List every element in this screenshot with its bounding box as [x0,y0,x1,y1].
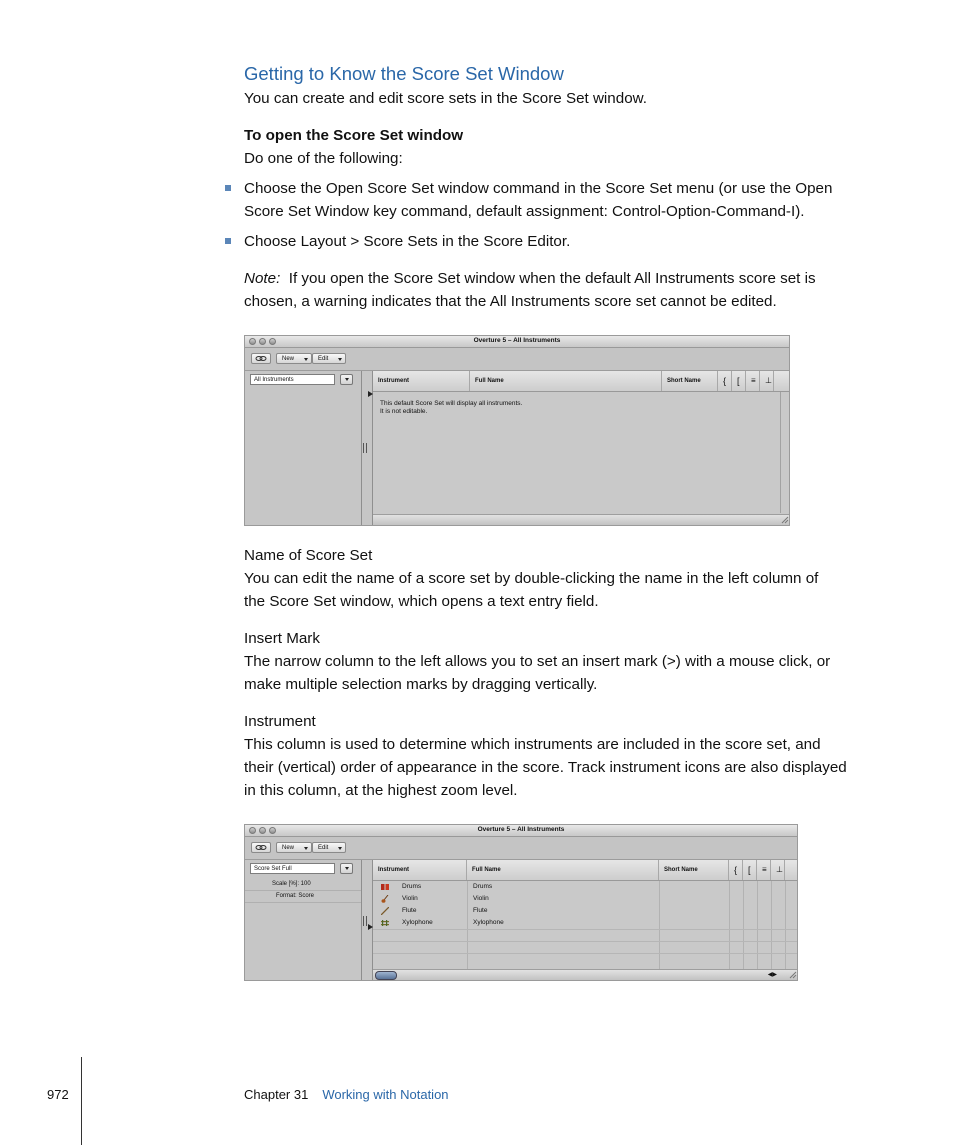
bar-column-icon[interactable]: ≡ [746,371,760,391]
column-headers [373,371,789,392]
link-icon [255,355,267,362]
score-set-name-field[interactable]: Score Set Full [250,863,335,874]
column-headers [373,860,797,881]
section-insert-line2: make multiple selection marks by dragging vertically. [244,676,598,693]
new-label: New [282,845,295,851]
span-column-icon[interactable]: ⊥ [760,371,774,391]
note-line1 [244,267,816,290]
column-short-name[interactable]: Short Name [662,371,718,391]
chapter-title[interactable]: Working with Notation [322,1087,449,1102]
column-full-name[interactable]: Full Name [467,860,659,880]
note-line2: chosen, a warning indicates that the All Instruments score set cannot be edited. [244,293,777,310]
link-icon [255,844,267,851]
section-heading-name: Name of Score Set [244,547,373,564]
insert-mark-column[interactable] [362,371,373,525]
full-name: Drums [473,883,493,890]
instrument-name: Drums [402,883,422,890]
bullet-icon [225,238,231,244]
edit-label: Edit [318,356,329,362]
footer-divider [81,1057,82,1145]
score-set-window-empty [244,335,790,526]
score-set-list [245,860,362,980]
resize-grip-icon[interactable] [788,970,797,979]
brace-column-icon[interactable]: { [718,371,732,391]
window-title: Overture 5 – All Instruments [473,337,561,344]
link-button[interactable] [251,842,271,853]
instrument-table [373,860,797,980]
empty-row [373,953,797,966]
toolbar [245,348,789,371]
title-bar [245,336,789,348]
scroll-thumb[interactable] [375,971,397,980]
chevron-down-icon [304,358,308,361]
window-title: Overture 5 – All Instruments [477,826,565,833]
section-insert-line1: The narrow column to the left allows you to set an insert mark (>) with a mouse click, or [244,653,831,670]
instrument-name: Flute [402,907,417,914]
section-name-line2: the Score Set window, which opens a text entry field. [244,593,599,610]
violin-icon [381,895,389,903]
splitter-handle[interactable] [363,443,367,453]
link-button[interactable] [251,353,271,364]
span-column-icon[interactable]: ⊥ [771,860,785,880]
chevron-down-icon [338,847,342,850]
scroll-arrows-icon[interactable]: ◀▶ [767,972,777,978]
bar-column-icon[interactable]: ≡ [757,860,771,880]
section-name-line1: You can edit the name of a score set by double-clicking the name in the left column of [244,570,819,587]
score-set-dropdown[interactable] [340,863,353,874]
section-instrument-line2: their (vertical) order of appearance in the score. Track instrument icons are also displayed [244,759,847,776]
format-setting[interactable]: Format: Score [245,891,361,903]
score-set-window-full [244,824,798,981]
table-row[interactable] [373,905,797,917]
footer-chapter [244,1087,449,1102]
full-name: Flute [473,907,488,914]
insert-mark-column[interactable] [362,860,373,980]
warning-line1: This default Score Set will display all instruments. [380,400,523,407]
chapter-label: Chapter 31 [244,1087,309,1102]
horizontal-scrollbar[interactable] [373,514,789,525]
page-number: 972 [47,1087,69,1102]
bracket-column-icon[interactable]: [ [743,860,757,880]
table-row[interactable] [373,893,797,905]
full-name: Xylophone [473,919,504,926]
resize-grip-icon[interactable] [780,515,789,524]
bullet-2-line1: Choose Layout > Score Sets in the Score Editor. [244,233,571,250]
column-instrument[interactable]: Instrument [373,860,467,880]
score-set-dropdown[interactable] [340,374,353,385]
section-title: Getting to Know the Score Set Window [244,63,564,84]
new-menu-button[interactable] [276,842,312,853]
toolbar [245,837,797,860]
new-menu-button[interactable] [276,353,312,364]
chevron-down-icon [345,378,349,381]
warning-message [380,400,522,416]
warning-line2: It is not editable. [380,408,428,415]
chevron-down-icon [338,358,342,361]
section-instrument-line3: in this column, at the highest zoom level. [244,782,518,799]
table-row[interactable] [373,881,797,893]
task-lead: Do one of the following: [244,150,403,167]
bracket-column-icon[interactable]: [ [732,371,746,391]
note-label: Note: [244,270,281,287]
chevron-down-icon [345,867,349,870]
table-row[interactable] [373,917,797,929]
full-name: Violin [473,895,489,902]
splitter-handle[interactable] [363,916,367,926]
column-full-name[interactable]: Full Name [470,371,662,391]
note-text: If you open the Score Set window when the default All Instruments score set is [288,270,816,287]
horizontal-scrollbar[interactable] [373,969,797,980]
bullet-icon [225,185,231,191]
xylophone-icon [381,919,389,927]
instrument-table [373,371,789,525]
instrument-name: Violin [402,895,418,902]
bullet-1-line2: Score Set Window key command, default assignment: Control-Option-Command-I). [244,203,805,220]
column-short-name[interactable]: Short Name [659,860,729,880]
edit-label: Edit [318,845,329,851]
title-bar [245,825,797,837]
score-set-name-field[interactable]: All Instruments [250,374,335,385]
task-heading: To open the Score Set window [244,127,464,144]
drums-icon [381,883,389,891]
instrument-name: Xylophone [402,919,433,926]
chevron-down-icon [304,847,308,850]
edit-menu-button[interactable] [312,842,346,853]
scale-setting[interactable]: Scale [%]: 100 [245,879,361,891]
section-heading-instrument: Instrument [244,713,316,730]
new-label: New [282,356,295,362]
intro-text: You can create and edit score sets in the Score Set window. [244,90,647,107]
column-instrument[interactable]: Instrument [373,371,470,391]
brace-column-icon[interactable]: { [729,860,743,880]
edit-menu-button[interactable] [312,353,346,364]
bullet-1-line1: Choose the Open Score Set window command in the Score Set menu (or use the Open [244,180,833,197]
score-set-list [245,371,362,525]
flute-icon [381,907,389,915]
section-instrument-line1: This column is used to determine which instruments are included in the score set, and [244,736,821,753]
section-heading-insert: Insert Mark [244,630,320,647]
column-divider [780,392,781,513]
